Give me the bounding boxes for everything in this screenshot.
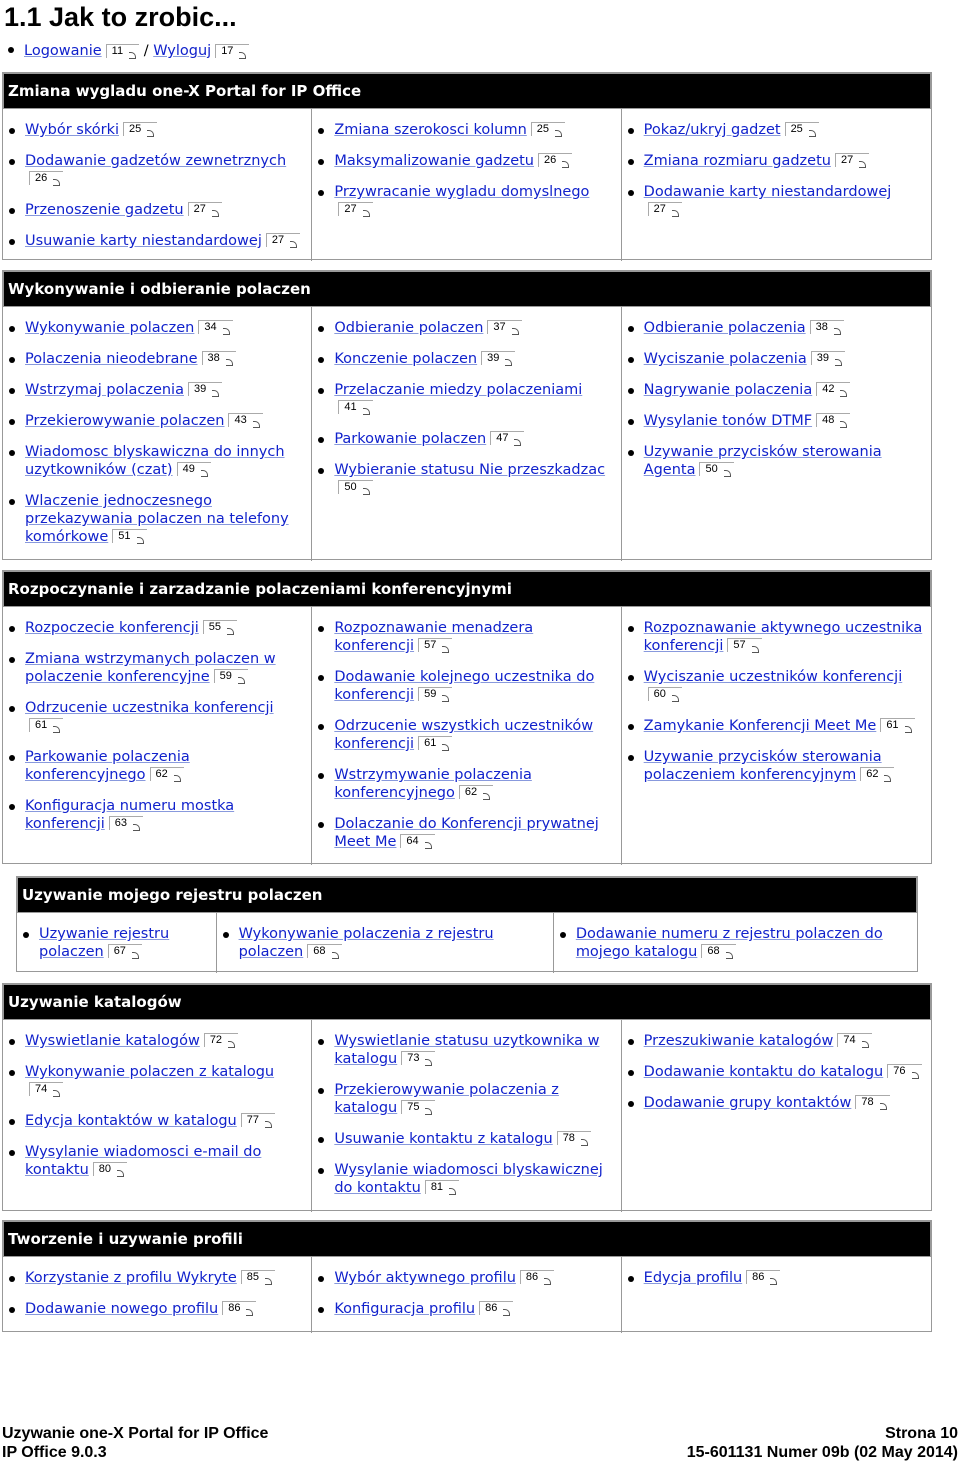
column — [622, 1257, 931, 1333]
column — [312, 607, 621, 865]
topic-link[interactable]: Wyswietlanie statusu uzytkownika w katalogu — [334, 1033, 600, 1067]
list-item — [628, 381, 925, 399]
logout-link[interactable]: Wyloguj — [153, 43, 212, 59]
list-item — [9, 1063, 305, 1099]
page-ref-icon: 60 — [648, 687, 682, 701]
page-ref-icon: 27 — [835, 153, 869, 167]
page-ref-icon: 59 — [418, 687, 452, 701]
page-ref-icon: 43 — [228, 413, 262, 427]
page-ref-icon: 73 — [401, 1051, 435, 1065]
page-ref-icon: 25 — [123, 122, 157, 136]
list-item — [9, 748, 305, 784]
topic-list — [628, 1032, 925, 1112]
topic-link[interactable]: Odrzucenie uczestnika konferencji — [25, 700, 274, 716]
page-ref-icon: 39 — [811, 351, 845, 365]
page-ref-icon: 61 — [418, 736, 452, 750]
topic-link[interactable]: Zmiana rozmiaru gadzetu — [643, 153, 831, 169]
page-ref-icon: 39 — [188, 382, 222, 396]
list-item — [628, 1063, 925, 1081]
page-ref-icon: 27 — [266, 233, 300, 247]
topic-link[interactable]: Rozpoznawanie aktywnego uczestnika konferencji — [643, 620, 923, 654]
topic-link[interactable]: Dodawanie grupy kontaktów — [643, 1095, 852, 1111]
topic-link[interactable]: Parkowanie polaczen — [334, 431, 487, 447]
list-item — [628, 748, 925, 784]
page-ref-icon: 34 — [198, 320, 232, 334]
list-item — [9, 232, 305, 250]
page-ref-icon: 55 — [203, 620, 237, 634]
footer-version: IP Office 9.0.3 — [2, 1444, 107, 1461]
list-item — [628, 717, 925, 735]
list-item — [318, 381, 614, 417]
page-ref-icon: 81 — [425, 1180, 459, 1194]
list-item — [9, 152, 305, 188]
page-ref-icon: 47 — [490, 431, 524, 445]
column — [17, 913, 217, 973]
page-ref-icon: 50 — [699, 462, 733, 476]
list-item — [318, 619, 614, 655]
page-ref-icon: 41 — [338, 400, 372, 414]
list-item — [23, 925, 210, 961]
list-item — [9, 412, 305, 430]
page-ref-icon: 38 — [810, 320, 844, 334]
list-item — [628, 152, 925, 170]
list-item — [9, 319, 305, 337]
page-ref-icon: 38 — [202, 351, 236, 365]
page-ref-icon: 50 — [338, 480, 372, 494]
topic-link[interactable]: Wyciszanie polaczenia — [643, 351, 807, 367]
list-item — [318, 152, 614, 170]
topic-link[interactable]: Wysylanie wiadomosci blyskawicznej do kontaktu — [334, 1162, 603, 1196]
list-item — [9, 350, 305, 368]
page-ref-icon: 61 — [29, 718, 63, 732]
topic-link[interactable]: Wstrzymywanie polaczenia konferencyjnego — [334, 767, 532, 801]
list-item — [318, 1269, 614, 1287]
topic-link[interactable]: Wiadomosc blyskawiczna do innych uzytkowników (czat) — [25, 444, 285, 478]
column — [312, 1257, 621, 1333]
bullet — [8, 47, 14, 53]
page-ref-icon: 75 — [401, 1100, 435, 1114]
section — [2, 1220, 932, 1332]
list-item — [318, 1300, 614, 1318]
page-ref-icon: 78 — [855, 1095, 889, 1109]
page-ref-icon: 61 — [880, 718, 914, 732]
column — [622, 307, 931, 561]
list-item — [9, 797, 305, 833]
column — [312, 307, 621, 561]
topic-link[interactable]: Dodawanie karty niestandardowej — [643, 184, 892, 200]
topic-link[interactable]: Przenoszenie gadzetu — [25, 202, 184, 218]
list-item — [628, 350, 925, 368]
topic-link[interactable]: Edycja kontaktów w katalogu — [25, 1113, 237, 1129]
section — [2, 270, 932, 560]
page-title: 1.1 Jak to zrobic... — [4, 2, 237, 32]
topic-link[interactable]: Pokaz/ukryj gadzet — [643, 122, 781, 138]
topic-link[interactable]: Odbieranie polaczenia — [643, 320, 806, 336]
page-ref-icon: 25 — [531, 122, 565, 136]
list-item — [318, 430, 614, 448]
list-item — [318, 668, 614, 704]
footer-page-number: Strona 10 — [885, 1425, 958, 1442]
topic-link[interactable]: Wstrzymaj polaczenia — [25, 382, 184, 398]
page-ref-icon: 86 — [479, 1301, 513, 1315]
topic-link[interactable]: Wykonywanie polaczen — [25, 320, 195, 336]
list-item — [628, 668, 925, 704]
topic-link[interactable]: Zmiana szerokosci kolumn — [334, 122, 527, 138]
section-columns — [3, 307, 931, 561]
page-ref-icon: 62 — [459, 785, 493, 799]
list-item — [9, 492, 305, 546]
topic-link[interactable]: Nagrywanie polaczenia — [643, 382, 813, 398]
list-item — [318, 319, 614, 337]
topic-link[interactable]: Polaczenia nieodebrane — [25, 351, 198, 367]
topic-link[interactable]: Zamykanie Konferencji Meet Me — [643, 718, 877, 734]
page-ref-icon: 27 — [188, 202, 222, 216]
topic-list — [628, 1269, 925, 1287]
page-ref-icon: 67 — [108, 944, 142, 958]
login-link[interactable]: Logowanie — [24, 43, 102, 59]
list-item — [9, 381, 305, 399]
list-item — [9, 201, 305, 219]
list-item — [628, 443, 925, 479]
topic-link[interactable]: Wyswietlanie katalogów — [25, 1033, 200, 1049]
topic-list — [9, 319, 305, 546]
page-ref-icon: 63 — [109, 816, 143, 830]
list-item — [223, 925, 547, 961]
page-ref-icon: 11 — [106, 44, 139, 58]
topic-list — [9, 619, 305, 833]
topic-list — [318, 1032, 614, 1197]
list-item — [318, 350, 614, 368]
section-columns — [3, 1020, 931, 1212]
column — [217, 913, 554, 973]
page-ref-icon: 42 — [816, 382, 850, 396]
list-item — [9, 650, 305, 686]
page-ref-icon: 26 — [538, 153, 572, 167]
section-header: Rozpoczynanie i zarzadzanie polaczeniami konferencyjnymi — [3, 571, 931, 607]
list-item — [318, 815, 614, 851]
topic-link[interactable]: Usuwanie kontaktu z katalogu — [334, 1131, 553, 1147]
topic-link[interactable]: Wyciszanie uczestników konferencji — [643, 669, 903, 685]
page-ref-icon: 80 — [93, 1162, 127, 1176]
list-item — [9, 1143, 305, 1179]
page-ref-icon: 62 — [150, 767, 184, 781]
topic-list — [9, 121, 305, 250]
topic-link[interactable]: Przywracanie wygladu domyslnego — [334, 184, 590, 200]
topic-link[interactable]: Uzywanie przycisków sterowania Agenta — [643, 444, 882, 478]
page-ref-icon: 57 — [418, 638, 452, 652]
page-ref-icon: 39 — [481, 351, 515, 365]
list-item — [628, 619, 925, 655]
topic-link[interactable]: Dodawanie nowego profilu — [25, 1301, 219, 1317]
topic-list — [9, 1269, 305, 1318]
list-item — [318, 461, 614, 497]
list-item — [628, 412, 925, 430]
topic-list — [318, 619, 614, 851]
topic-link[interactable]: Odbieranie polaczen — [334, 320, 484, 336]
list-item — [9, 1112, 305, 1130]
section — [2, 570, 932, 864]
column — [622, 109, 931, 261]
footer-line-2 — [2, 1444, 958, 1462]
column — [554, 913, 917, 973]
section-header: Uzywanie mojego rejestru polaczen — [17, 877, 917, 913]
section — [2, 983, 932, 1211]
topic-link[interactable]: Konfiguracja numeru mostka konferencji — [25, 798, 235, 832]
list-item — [9, 1032, 305, 1050]
page-ref-icon: 74 — [837, 1033, 871, 1047]
page-ref-icon: 77 — [241, 1113, 275, 1127]
topic-link[interactable]: Wybieranie statusu Nie przeszkadzac — [334, 462, 606, 478]
list-item — [318, 1081, 614, 1117]
topic-link[interactable]: Maksymalizowanie gadzetu — [334, 153, 535, 169]
page-ref-icon: 76 — [887, 1064, 921, 1078]
topic-link[interactable]: Wykonywanie polaczen z katalogu — [25, 1064, 275, 1080]
topic-link[interactable]: Dodawanie gadzetów zewnetrznych — [25, 153, 287, 169]
list-item — [9, 1300, 305, 1318]
list-item — [628, 1032, 925, 1050]
topic-link[interactable]: Wykonywanie polaczenia z rejestru polaczen — [238, 926, 494, 960]
list-item — [318, 1161, 614, 1197]
section-columns — [3, 1257, 931, 1333]
page-ref-icon: 26 — [29, 171, 63, 185]
separator: / — [143, 43, 149, 59]
page-ref-icon: 27 — [338, 202, 372, 216]
page-ref-icon: 68 — [701, 944, 735, 958]
topic-list — [9, 1032, 305, 1179]
list-item — [628, 121, 925, 139]
topic-link[interactable]: Dodawanie kolejnego uczestnika do konferencji — [334, 669, 595, 703]
topic-link[interactable]: Uzywanie rejestru polaczen — [39, 926, 170, 960]
topic-list — [628, 319, 925, 479]
topic-link[interactable]: Dodawanie numeru z rejestru polaczen do mojego katalogu — [575, 926, 883, 960]
topic-link[interactable]: Dodawanie kontaktu do katalogu — [643, 1064, 884, 1080]
list-item — [318, 1032, 614, 1068]
list-item — [318, 1130, 614, 1148]
page-ref-icon: 17 — [215, 44, 249, 58]
page-ref-icon: 85 — [241, 1270, 275, 1284]
topic-link[interactable]: Przekierowywanie polaczen — [25, 413, 225, 429]
page-ref-icon: 72 — [204, 1033, 238, 1047]
page-ref-icon: 86 — [746, 1270, 780, 1284]
list-item — [9, 121, 305, 139]
section — [16, 876, 918, 972]
list-item — [560, 925, 911, 961]
page-ref-icon: 86 — [520, 1270, 554, 1284]
page-ref-icon: 78 — [557, 1131, 591, 1145]
column — [622, 1020, 931, 1212]
list-item — [628, 183, 925, 219]
topic-link[interactable]: Parkowanie polaczenia konferencyjnego — [25, 749, 190, 783]
topic-link[interactable]: Wysylanie tonów DTMF — [643, 413, 813, 429]
topic-link[interactable]: Wybór skórki — [25, 122, 120, 138]
page-ref-icon: 37 — [487, 320, 521, 334]
column — [622, 607, 931, 865]
page-ref-icon: 57 — [727, 638, 761, 652]
page-ref-icon: 25 — [785, 122, 819, 136]
page-ref-icon: 27 — [648, 202, 682, 216]
topic-link[interactable]: Korzystanie z profilu Wykryte — [25, 1270, 237, 1286]
topic-link[interactable]: Konfiguracja profilu — [334, 1301, 476, 1317]
page-ref-icon: 51 — [112, 529, 146, 543]
topic-link[interactable]: Uzywanie przycisków sterowania polaczeniem konferencyjnym — [643, 749, 882, 783]
list-item — [318, 183, 614, 219]
column — [3, 109, 312, 261]
column — [3, 1020, 312, 1212]
topic-link[interactable]: Rozpoczecie konferencji — [25, 620, 199, 636]
topic-link[interactable]: Wysylanie wiadomosci e-mail do kontaktu — [25, 1144, 262, 1178]
footer-line-1 — [2, 1425, 958, 1443]
column — [3, 607, 312, 865]
section — [2, 72, 932, 260]
page-ref-icon: 49 — [177, 462, 211, 476]
list-item — [9, 1269, 305, 1287]
page-ref-icon: 68 — [307, 944, 341, 958]
list-item — [9, 443, 305, 479]
list-item — [318, 766, 614, 802]
topic-link[interactable]: Dolaczanie do Konferencji prywatnej Meet Me — [334, 816, 599, 850]
topic-link[interactable]: Zmiana wstrzymanych polaczen w polaczenie konferencyjne — [25, 651, 276, 685]
list-item — [628, 319, 925, 337]
topic-list — [23, 925, 210, 961]
column — [312, 109, 621, 261]
topic-link[interactable]: Edycja profilu — [643, 1270, 743, 1286]
list-item — [628, 1269, 925, 1287]
topic-list — [560, 925, 911, 961]
topic-link[interactable]: Rozpoznawanie menadzera konferencji — [334, 620, 534, 654]
topic-list — [318, 1269, 614, 1318]
page-ref-icon: 48 — [816, 413, 850, 427]
page-ref-icon: 74 — [29, 1082, 63, 1096]
topic-link[interactable]: Przekierowywanie polaczenia z katalogu — [334, 1082, 559, 1116]
page-ref-icon: 86 — [222, 1301, 256, 1315]
section-columns — [17, 913, 917, 973]
topic-list — [628, 121, 925, 219]
column — [312, 1020, 621, 1212]
section-header: Zmiana wygladu one-X Portal for IP Office — [3, 73, 931, 109]
section-columns — [3, 109, 931, 261]
list-item — [9, 619, 305, 637]
list-item — [628, 1094, 925, 1112]
section-header: Wykonywanie i odbieranie polaczen — [3, 271, 931, 307]
column — [3, 1257, 312, 1333]
footer-doc-title: Uzywanie one-X Portal for IP Office — [2, 1425, 269, 1442]
page-ref-icon: 64 — [400, 834, 434, 848]
topic-link[interactable]: Przeszukiwanie katalogów — [643, 1033, 834, 1049]
topic-link[interactable]: Wlaczenie jednoczesnego przekazywania polaczen na telefony komórkowe — [25, 493, 289, 545]
topic-link[interactable]: Wybór aktywnego profilu — [334, 1270, 516, 1286]
list-item — [318, 717, 614, 753]
page-ref-icon: 59 — [214, 669, 248, 683]
page-ref-icon: 62 — [860, 767, 894, 781]
topic-list — [318, 319, 614, 497]
topic-list — [223, 925, 547, 961]
list-item — [318, 121, 614, 139]
footer-doc-number: 15-601131 Numer 09b (02 May 2014) — [686, 1444, 958, 1461]
column — [3, 307, 312, 561]
section-header: Uzywanie katalogów — [3, 984, 931, 1020]
topic-link[interactable]: Usuwanie karty niestandardowej — [25, 233, 262, 249]
topic-list — [628, 619, 925, 784]
login-logout-line — [8, 43, 249, 59]
section-columns — [3, 607, 931, 865]
topic-list — [318, 121, 614, 219]
list-item — [9, 699, 305, 735]
topic-link[interactable]: Przelaczanie miedzy polaczeniami — [334, 382, 583, 398]
topic-link[interactable]: Konczenie polaczen — [334, 351, 478, 367]
topic-link[interactable]: Odrzucenie wszystkich uczestników konferencji — [334, 718, 594, 752]
section-header: Tworzenie i uzywanie profili — [3, 1221, 931, 1257]
